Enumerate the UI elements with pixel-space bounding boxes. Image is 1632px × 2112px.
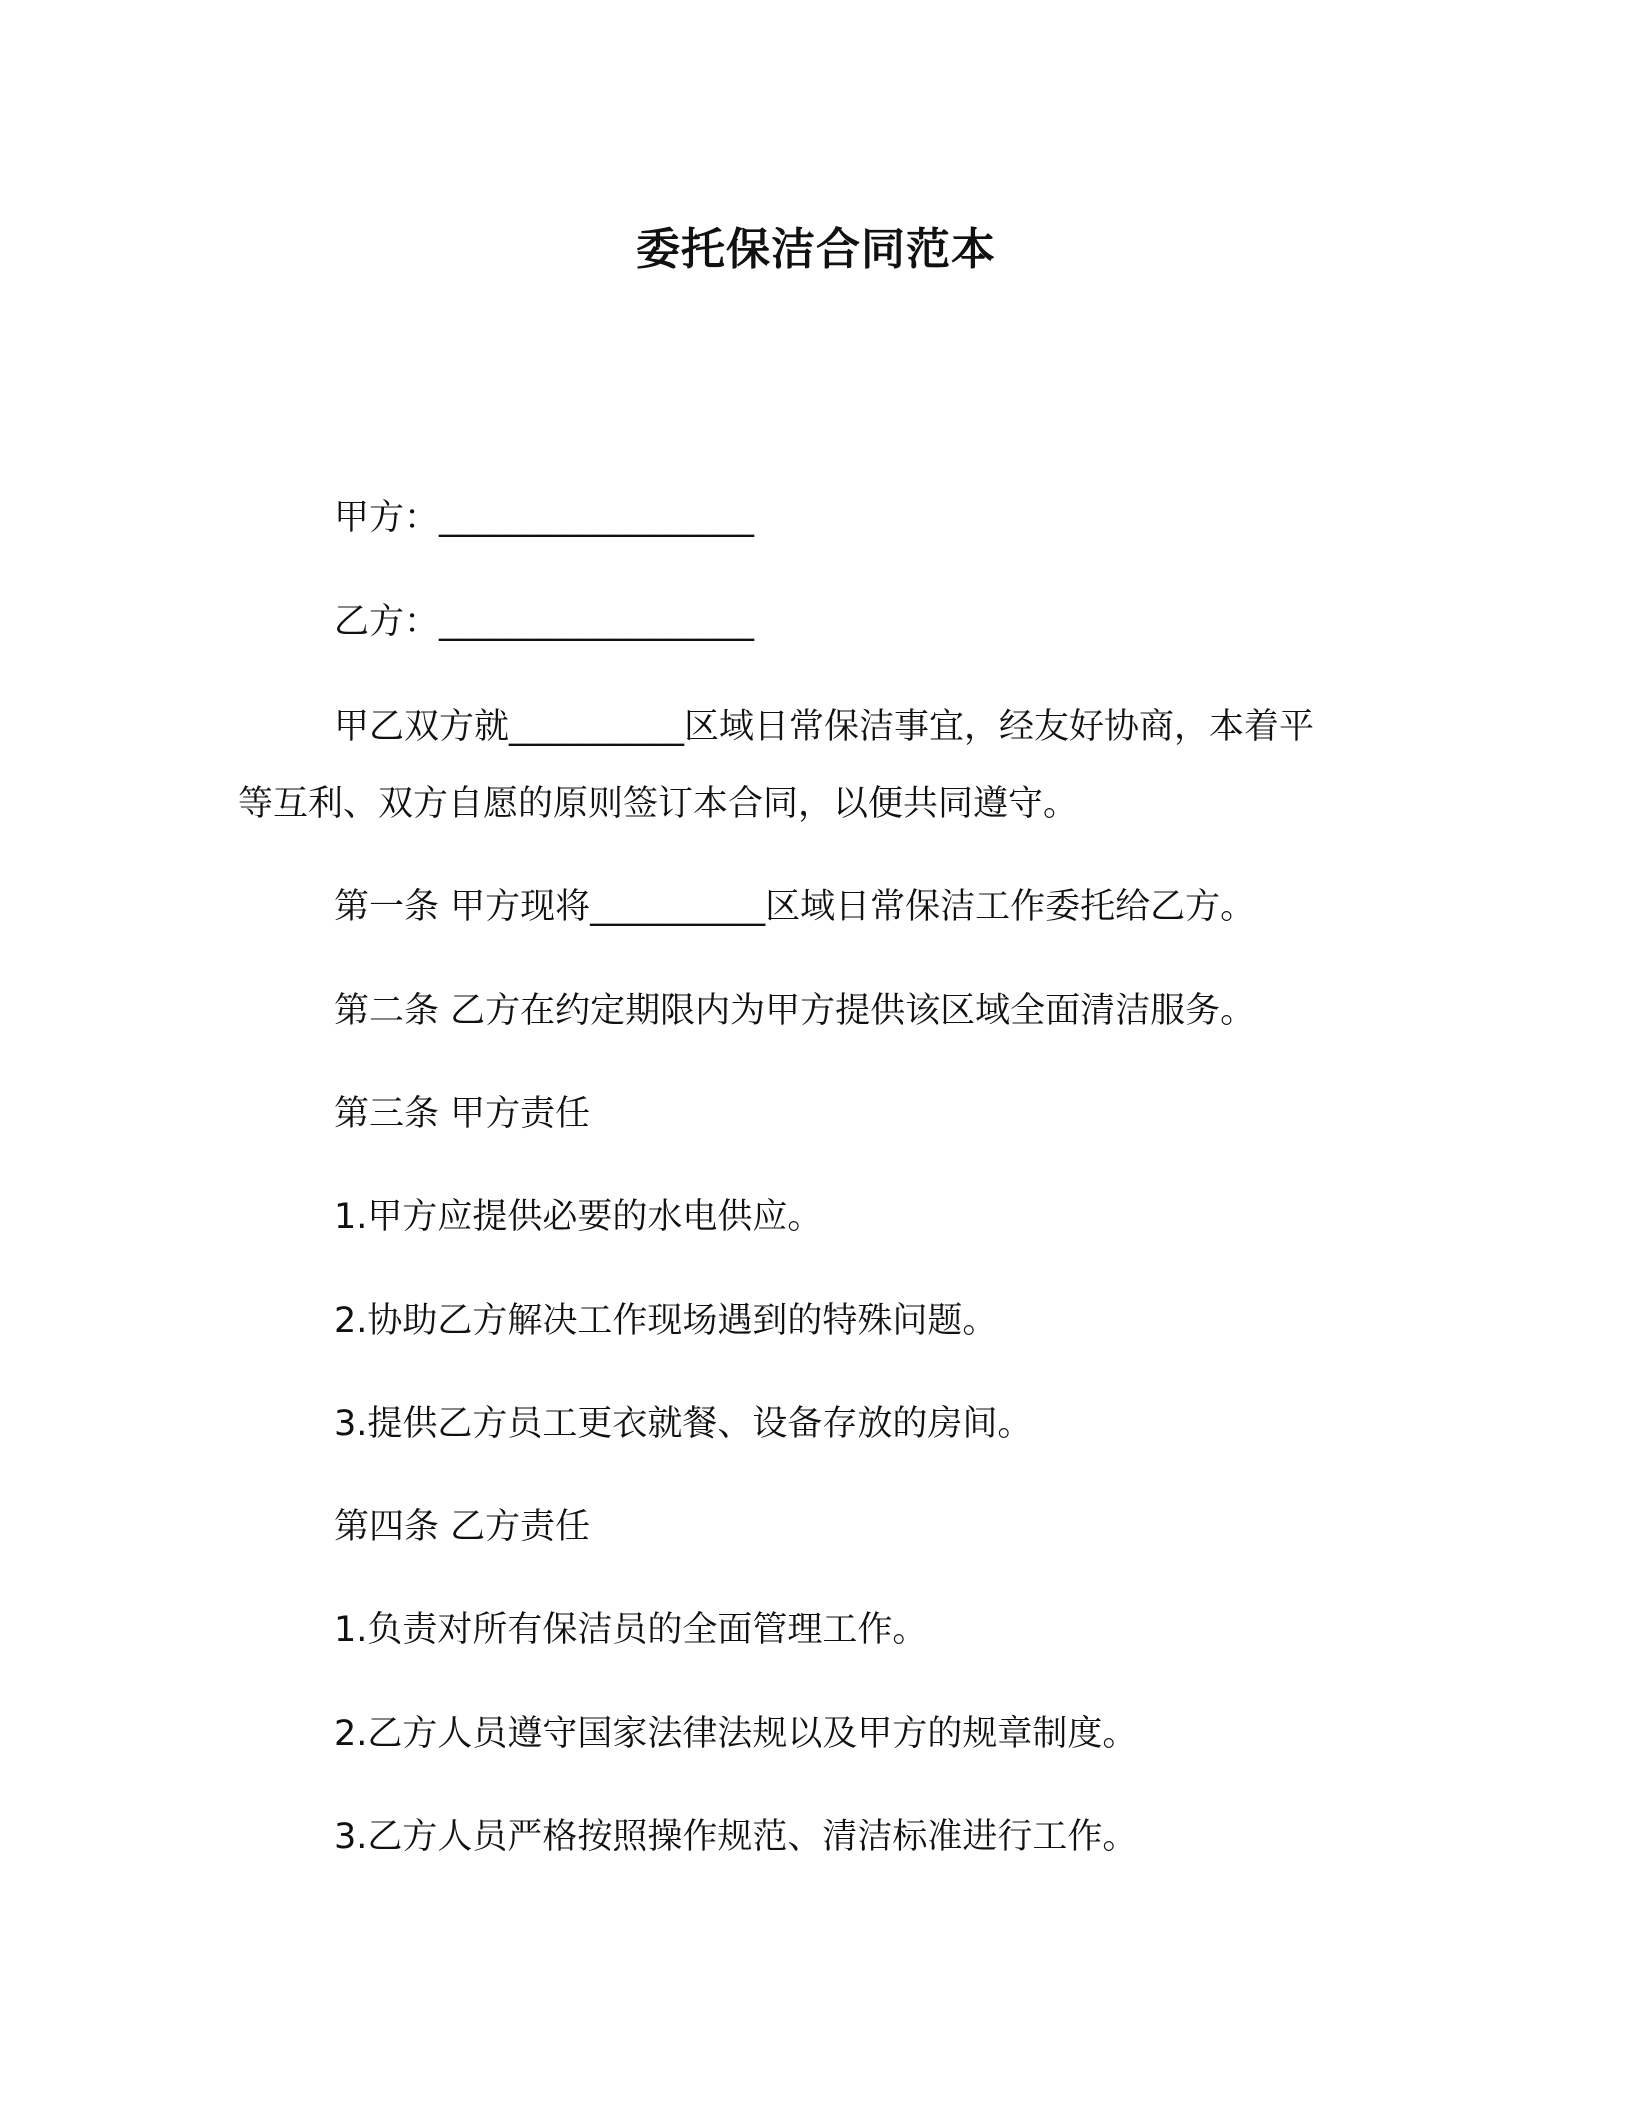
article-4-item-2: 2.乙方人员遵守国家法律法规以及甲方的规章制度。 bbox=[334, 1714, 1138, 1754]
preamble-line-2: 等互利、双方自愿的原则签订本合同，以便共同遵守。 bbox=[238, 784, 1079, 824]
party-a-line: 甲方：__________________ bbox=[334, 498, 755, 538]
article-3-heading: 第三条 甲方责任 bbox=[334, 1094, 591, 1134]
article-3-item-3: 3.提供乙方员工更衣就餐、设备存放的房间。 bbox=[334, 1404, 1033, 1444]
article-2: 第二条 乙方在约定期限内为甲方提供该区域全面清洁服务。 bbox=[334, 991, 1256, 1031]
article-3-item-2: 2.协助乙方解决工作现场遇到的特殊问题。 bbox=[334, 1301, 998, 1341]
party-b-line: 乙方：__________________ bbox=[334, 602, 755, 642]
article-4-item-3: 3.乙方人员严格按照操作规范、清洁标准进行工作。 bbox=[334, 1817, 1138, 1857]
document-title: 委托保洁合同范本 bbox=[636, 224, 996, 275]
article-3-item-1: 1.甲方应提供必要的水电供应。 bbox=[334, 1197, 823, 1237]
article-4-item-1: 1.负责对所有保洁员的全面管理工作。 bbox=[334, 1610, 928, 1650]
article-4-heading: 第四条 乙方责任 bbox=[334, 1507, 591, 1547]
article-1: 第一条 甲方现将__________区域日常保洁工作委托给乙方。 bbox=[334, 887, 1256, 927]
preamble-line-1: 甲乙双方就__________区域日常保洁事宜，经友好协商，本着平 bbox=[334, 707, 1315, 747]
